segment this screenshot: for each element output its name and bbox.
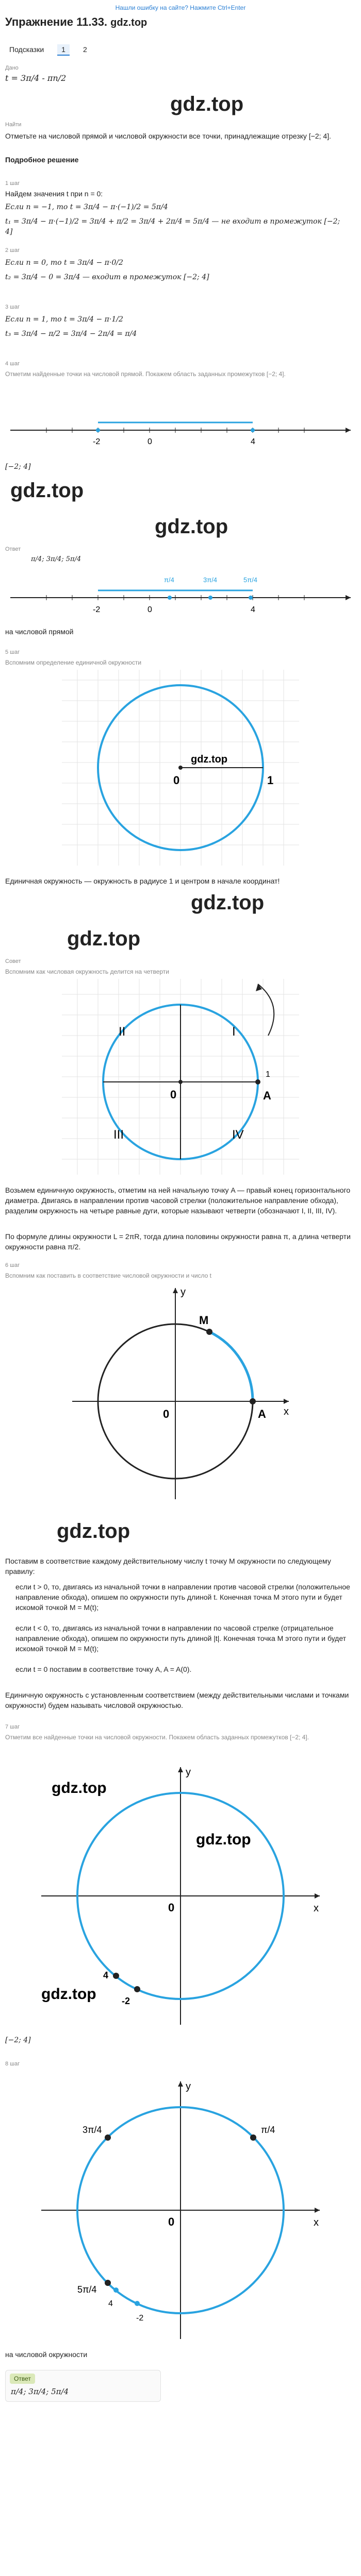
- quarters-text: Возьмем единичную окружность, отметим на ней начальную точку A — правый конец горизонтального диаметра. Двигаясь в направлении против часовой стрелки (положительное направление обхода), разделим окружность на четыре равные дуги, которые называют четверти (обозначают I, II, III, IV).: [5, 1186, 351, 1215]
- point-4: [113, 1973, 119, 1979]
- tab-2[interactable]: 2: [83, 45, 87, 54]
- step4-text: Отметим найденные точки на числовой прямой. Покажем область заданных промежутков [−2; 4].: [5, 370, 286, 378]
- watermark-a: gdz.top: [52, 1780, 107, 1797]
- step3-line2: t₃ = 3π/4 − π/2 = 3π/4 − 2π/4 = π/4: [5, 330, 137, 338]
- step5-text: Вспомним определение единичной окружности: [5, 659, 142, 666]
- step7-text: Отметим все найденные точки на числовой окружности. Покажем область заданных промежутков [−2; 4].: [5, 1734, 309, 1741]
- label-0: 0: [173, 774, 180, 787]
- label-y: y: [186, 1767, 191, 1778]
- label-a: A: [258, 1408, 266, 1420]
- label-q4: IV: [232, 1128, 244, 1142]
- step2-hint: 2 шаг: [5, 247, 20, 253]
- final-answer: π/4; 3π/4; 5π/4: [11, 2387, 69, 2396]
- frac-pi4: π/4: [31, 555, 42, 563]
- watermark-c: gdz.top: [41, 1986, 96, 2003]
- step3-line1: Если n = 1, то t = 3π/4 − π·1/2: [5, 315, 123, 324]
- length-text: По формуле длины окружности L = 2πR, тогда длина половины окружности равна π, а длина четверти окружности равна π/2.: [5, 1232, 351, 1251]
- label-0: 0: [147, 437, 152, 446]
- number-line-2: [5, 567, 356, 623]
- given-hint: Дано: [5, 65, 19, 71]
- point-3pi4: [105, 2134, 111, 2141]
- point-5pi4: [105, 2280, 111, 2286]
- tab-1[interactable]: 1: [57, 44, 70, 56]
- watermark-in-circle: gdz.top: [191, 754, 228, 765]
- detailed-title: Подробное решение: [5, 156, 79, 164]
- step6-hint: 6 шаг: [5, 1262, 20, 1268]
- unit-circle-interval: [31, 1762, 330, 2030]
- caption4: [−2; 4]: [5, 2036, 31, 2044]
- label-minus2: -2: [93, 605, 101, 614]
- watermark: gdz.top: [67, 927, 141, 950]
- caption5: на числовой окружности: [5, 2350, 88, 2359]
- tabs: [5, 44, 91, 56]
- label-minus2: -2: [136, 2314, 144, 2323]
- label-pi4: π/4: [261, 2125, 275, 2135]
- step5-hint: 5 шаг: [5, 649, 20, 655]
- label-y: y: [180, 1286, 186, 1298]
- label-x: x: [314, 2217, 319, 2228]
- label-4: 4: [251, 605, 255, 614]
- bullet-1: если t > 0, то, двигаясь из начальной точки в направлении против часовой стрелки (положительное направление обхода), опишем по окружности путь длиной t. Конечная точка M этого пути и будет искомой точкой M = M(t);: [15, 1583, 350, 1612]
- tip-hint: Совет: [5, 958, 21, 964]
- tab-hints[interactable]: Подсказки: [9, 45, 44, 54]
- point-minus2: [96, 428, 100, 432]
- step4-hint: 4 шаг: [5, 361, 20, 367]
- point-a: [250, 1398, 256, 1404]
- label-4: 4: [103, 1970, 109, 1980]
- label-y: y: [186, 2081, 191, 2092]
- task-text: Отметьте на числовой прямой и числовой окружности все точки, принадлежащие отрезку [−2; 4].: [5, 132, 332, 140]
- label-q2: II: [119, 1025, 126, 1039]
- unit-circle-points: [31, 2076, 330, 2344]
- step2-line2: t₂ = 3π/4 − 0 = 3π/4 — входит в промежуток [−2; 4]: [5, 273, 209, 281]
- point-pi4: [250, 2134, 256, 2141]
- center-point: [178, 1080, 183, 1084]
- label-minus2: -2: [122, 1996, 130, 2006]
- label-minus2: -2: [93, 437, 101, 446]
- unit-circle-mapping: [62, 1283, 299, 1504]
- step1-hint: 1 шаг: [5, 180, 20, 187]
- exercise-title: Упражнение 11.33.: [5, 15, 108, 28]
- label-0: 0: [170, 1088, 177, 1101]
- answer-badge: Ответ: [10, 2374, 35, 2384]
- x-arrow: [315, 2208, 320, 2213]
- center-point: [178, 766, 183, 770]
- label-5pi4: 5π/4: [77, 2284, 97, 2295]
- answer-hint: Найти: [5, 122, 22, 128]
- mapping-text: Поставим в соответствие каждому действительному числу t точку M окружности по следующему правилу:: [5, 1557, 331, 1575]
- point-a: [255, 1079, 260, 1084]
- step1-line2: t₁ = 3π/4 − π·(−1)/2 = 3π/4 + π/2 = 3π/4 + 2π/4 = 5π/4 — не входит в промежуток [−2; 4]: [5, 217, 340, 236]
- direction-arrow: [258, 984, 274, 1036]
- label-x: x: [314, 1903, 319, 1914]
- label-4: 4: [251, 437, 255, 446]
- error-report-link[interactable]: Нашли ошибку на сайте? Нажмите Ctrl+Enter: [115, 4, 246, 11]
- point-3pi4: [208, 596, 212, 600]
- watermark: gdz.top: [191, 891, 265, 914]
- line2-caption: на числовой прямой: [5, 628, 74, 636]
- label-x: x: [284, 1406, 289, 1417]
- step7-hint: 7 шаг: [5, 1724, 20, 1730]
- line1-caption: [−2; 4]: [5, 463, 31, 471]
- label-a: A: [263, 1089, 271, 1102]
- label-0: 0: [168, 1901, 175, 1914]
- point-minus2: [135, 2301, 140, 2306]
- step3-hint: 3 шаг: [5, 304, 20, 310]
- frac-5pi4: 5π/4: [65, 555, 81, 563]
- frac-3pi4: 3π/4: [46, 555, 62, 563]
- step2-line1: Если n = 0, то t = 3π/4 − π·0/2: [5, 259, 123, 267]
- step8-hint: 8 шаг: [5, 2061, 20, 2067]
- x-arrow: [315, 1893, 320, 1899]
- label-m: M: [199, 1314, 209, 1327]
- final-answer-box: [5, 2370, 161, 2402]
- watermark: gdz.top: [170, 93, 244, 115]
- bullet-3: если t = 0 поставим в соответствие точку A, A = A(0).: [15, 1665, 192, 1673]
- answer-label: Ответ: [5, 546, 21, 552]
- x-arrow: [284, 1399, 289, 1404]
- label-1: 1: [267, 774, 274, 787]
- point-4: [251, 428, 255, 432]
- arc-path: [209, 1332, 253, 1401]
- label-q1: I: [232, 1025, 236, 1039]
- label-0: 0: [168, 2215, 175, 2228]
- point-pi4: [168, 596, 172, 600]
- label-4: 4: [108, 2299, 113, 2308]
- label-3pi4: 3π/4: [203, 576, 218, 584]
- label-5pi4: 5π/4: [243, 576, 258, 584]
- brand-logo: gdz.top: [110, 17, 147, 28]
- watermark-b: gdz.top: [196, 1831, 251, 1848]
- definition-text: Единичную окружность с установленным соответствием (между действительными числами и точками окружности) будем называть числовой окружностью.: [5, 1691, 349, 1709]
- given-formula: t = 3π/4 - πn/2: [5, 73, 67, 83]
- y-arrow: [178, 1767, 183, 1772]
- watermark: gdz.top: [10, 479, 84, 502]
- unit-circle-quarters: [62, 979, 299, 1175]
- step6-text: Вспомним как поставить в соответствие числовой окружности и число t: [5, 1272, 212, 1279]
- label-0: 0: [147, 605, 152, 614]
- label-3pi4: 3π/4: [83, 2125, 102, 2135]
- watermark: gdz.top: [155, 515, 228, 538]
- label-1: 1: [266, 1070, 270, 1079]
- number-line-1: [5, 402, 356, 459]
- label-q3: III: [113, 1128, 124, 1142]
- y-arrow: [178, 2081, 183, 2087]
- point-5pi4: [249, 596, 253, 600]
- unit-circle-1: [62, 670, 299, 866]
- point-4: [113, 2287, 119, 2293]
- axis-arrow: [346, 428, 351, 433]
- step1-line1: Если n = −1, то t = 3π/4 − π·(−1)/2 = 5π/4: [5, 203, 168, 211]
- axis-arrow: [346, 595, 351, 600]
- label-0: 0: [163, 1408, 170, 1420]
- answer-fracs: π/4; 3π/4; 5π/4: [31, 555, 81, 563]
- tip-text: Вспомним как числовая окружность делится на четверти: [5, 968, 169, 975]
- bullet-2: если t < 0, то, двигаясь из начальной точки в направлении по часовой стрелке (отрицательное направление обхода), опишем по окружности путь длиной |t|. Конечная точка M этого пути и будет искомой точкой M = M(t);: [15, 1624, 347, 1653]
- unit-circle-def: Единичная окружность — окружность в радиусе 1 и центром в начале координат!: [5, 877, 280, 885]
- y-arrow: [173, 1288, 178, 1293]
- step1-text: Найдем значения t при n = 0:: [5, 190, 103, 198]
- watermark: gdz.top: [57, 1520, 130, 1543]
- point-minus2: [134, 1986, 140, 1992]
- page-title: [5, 15, 147, 29]
- point-m: [206, 1329, 212, 1335]
- label-pi4: π/4: [164, 576, 174, 584]
